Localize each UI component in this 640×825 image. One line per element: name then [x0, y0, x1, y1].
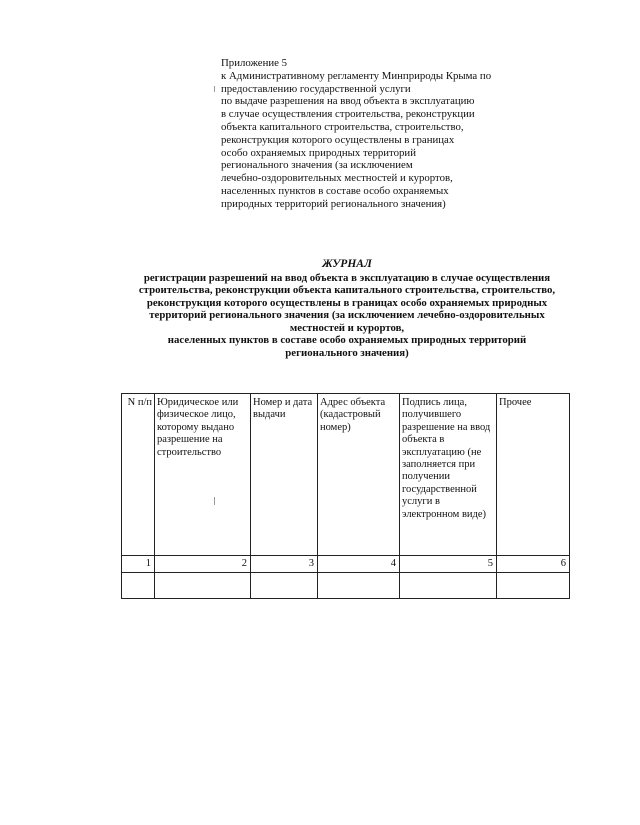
appendix-line: реконструкция которого осуществлены в границах: [221, 133, 455, 146]
header-cell-signature: Подпись лица, получившего разрешение на ввод объекта в эксплуатацию (не заполняется при получении государственной услуги в электронном виде): [400, 394, 497, 556]
appendix-line: в случае осуществления строительства, реконструкции: [221, 108, 475, 121]
appendix-line: природных территорий регионального значения): [221, 197, 446, 210]
table-header-row: [122, 394, 570, 556]
header-cell-other: Прочее: [497, 394, 570, 556]
appendix-line: к Административному регламенту Минприроды Крыма по: [221, 69, 492, 82]
empty-cell: [318, 573, 400, 599]
column-number-cell: 3: [251, 556, 318, 573]
appendix-line: лечебно-оздоровительных местностей и курортов,: [221, 172, 453, 185]
header-cell-issue-number-date: Номер и дата выдачи: [251, 394, 318, 556]
appendix-line: предоставлению государственной услуги: [221, 82, 411, 95]
header-cell-number: N п/п: [122, 394, 155, 556]
column-number-cell: 1: [122, 556, 155, 573]
journal-subtitle-line: регистрации разрешений на ввод объекта в эксплуатацию в случае осуществления: [143, 271, 551, 284]
journal-subtitle-line: населенных пунктов в составе особо охраняемых природных территорий: [167, 334, 527, 346]
column-number-cell: 2: [155, 556, 251, 573]
column-number-cell: 5: [400, 556, 497, 573]
journal-subtitle-line: реконструкция которого осуществлены в границах особо охраняемых природных: [146, 296, 548, 309]
table-column-numbers-row: [122, 556, 570, 573]
journal-subtitle-line: местностей и курортов,: [289, 321, 405, 334]
registration-table: [121, 393, 570, 599]
header-cell-object-address: Адрес объекта (кадастровый номер): [318, 394, 400, 556]
scan-artifact: [214, 86, 215, 92]
column-number-cell: 6: [497, 556, 570, 573]
empty-cell: [497, 573, 570, 599]
journal-subtitle-line: территорий регионального значения (за исключением лечебно-оздоровительных: [149, 309, 545, 321]
empty-cell: [155, 573, 251, 599]
journal-heading: [110, 258, 584, 359]
appendix-line: особо охраняемых природных территорий: [221, 146, 416, 159]
empty-cell: [122, 573, 155, 599]
journal-title: ЖУРНАЛ: [322, 258, 372, 270]
appendix-line: Приложение 5: [221, 57, 288, 69]
appendix-note: [221, 57, 541, 211]
header-cell-person: Юридическое или физическое лицо, которому выдано разрешение на строительство: [155, 394, 251, 556]
column-number-cell: 4: [318, 556, 400, 573]
empty-cell: [400, 573, 497, 599]
journal-subtitle-line: регионального значения): [285, 346, 409, 359]
journal-subtitle-line: строительства, реконструкции объекта капитального строительства, строительство,: [138, 284, 556, 296]
appendix-line: по выдаче разрешения на ввод объекта в эксплуатацию: [221, 95, 475, 108]
appendix-line: регионального значения (за исключением: [221, 159, 413, 172]
appendix-line: объекта капитального строительства, строительство,: [221, 120, 464, 133]
table-empty-row: [122, 573, 570, 599]
appendix-line: населенных пунктов в составе особо охраняемых: [221, 184, 449, 197]
empty-cell: [251, 573, 318, 599]
scan-artifact: [214, 497, 215, 505]
